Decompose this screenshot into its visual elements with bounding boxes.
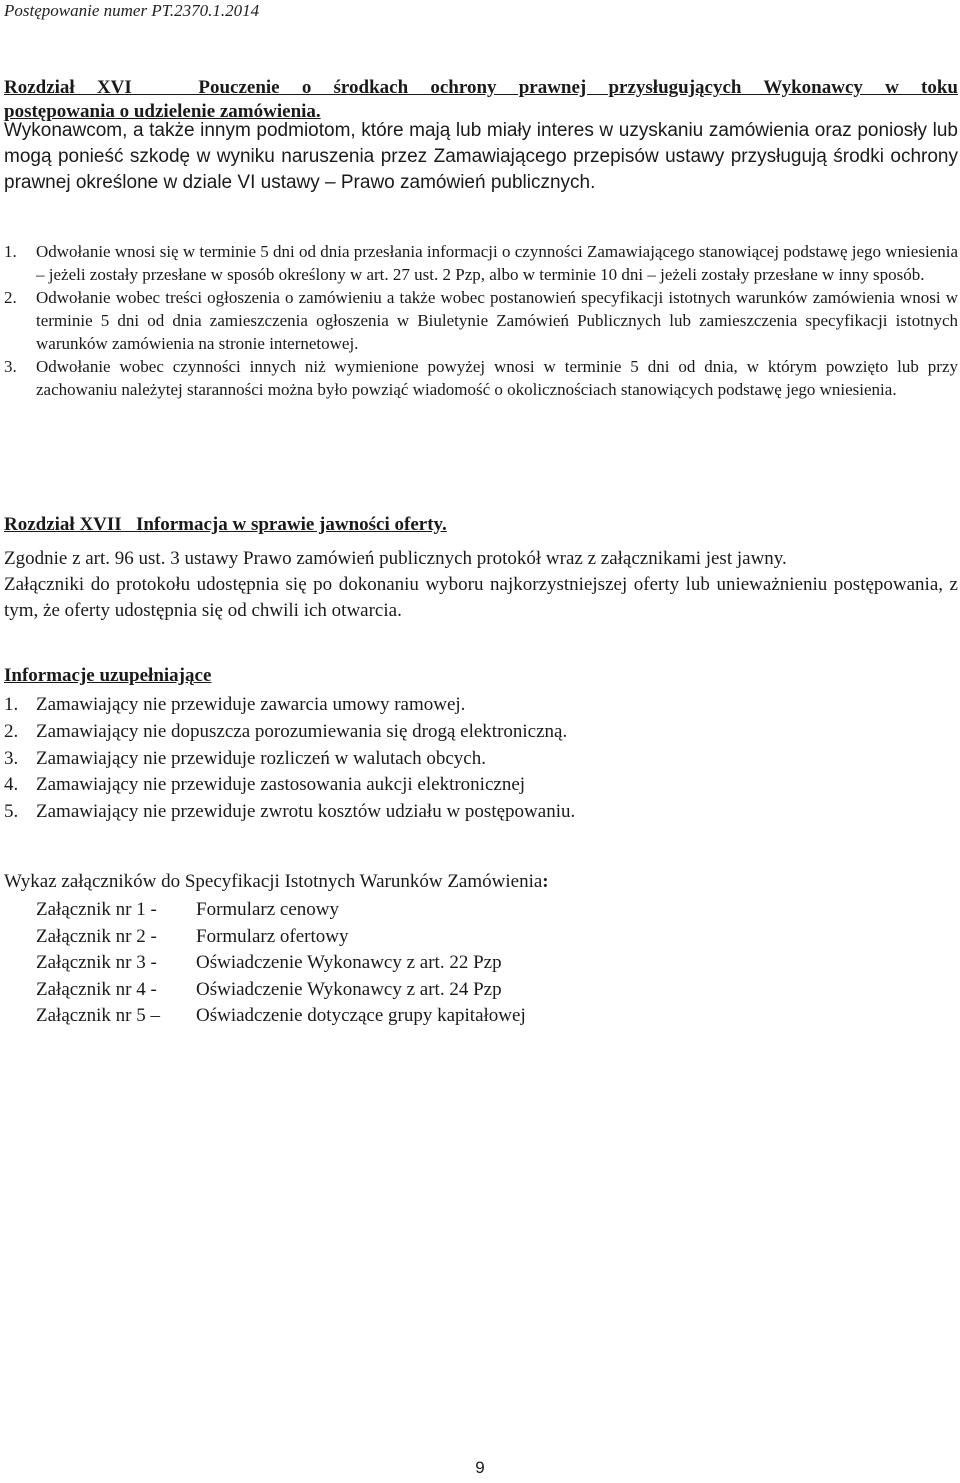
section-17-line1: Zgodnie z art. 96 ust. 3 ustawy Prawo zamówień publicznych protokół wraz z załącznikami jest jawny. xyxy=(4,548,787,569)
attachment-text: Oświadczenie Wykonawcy z art. 24 Pzp xyxy=(196,978,502,1000)
attachment-label: Załącznik nr 4 - xyxy=(36,978,157,1000)
list-item-text: Zamawiający nie przewiduje zwrotu kosztów udziału w postępowaniu. xyxy=(36,801,576,823)
list-item-text: Zamawiający nie przewiduje zawarcia umowy ramowej. xyxy=(36,694,466,715)
list-item-text: Odwołanie wnosi się w terminie 5 dni od dnia przesłania informacji o czynności Zamawiającego stanowiącej podstawę jego wniesienia – jeżeli zostały przesłane w sposób określony w art. 27 ust. 2 Pzp, albo w terminie 10 dni – jeżeli zostały przesłane w inny sposób. xyxy=(36,242,958,284)
attachment-text: Oświadczenie dotyczące grupy kapitałowej xyxy=(196,1005,526,1026)
list-item-text: Odwołanie wobec treści ogłoszenia o zamówieniu a także wobec postanowień specyfikacji istotnych warunków zamówienia wnosi w terminie 5 dni od dnia zamieszczenia ogłoszenia w Biuletynie Zamówień Publicznych lub zamieszczenia specyfikacji istotnych warunków zamówienia na stronie internetowej. xyxy=(36,288,958,353)
attachment-label: Załącznik nr 5 – xyxy=(36,1005,160,1026)
section-16-title-line2: postępowania o udzielenie zamówienia. xyxy=(4,101,321,122)
attachments-title-text: Wykaz załączników do Specyfikacji Istotnych Warunków Zamówienia xyxy=(4,871,543,892)
list-item xyxy=(4,286,958,355)
list-item xyxy=(4,772,575,799)
section-17-title: Rozdział XVII Informacja w sprawie jawności oferty. xyxy=(4,514,447,535)
attachment-label: Załącznik nr 3 - xyxy=(36,952,157,973)
info-list xyxy=(4,692,575,826)
list-item-number: 2. xyxy=(4,720,19,742)
attachment-text: Formularz ofertowy xyxy=(196,925,349,947)
list-item xyxy=(4,799,575,826)
attachment-item xyxy=(36,924,526,951)
attachment-label: Załącznik nr 2 - xyxy=(36,925,157,947)
list-item xyxy=(4,240,958,286)
attachment-text: Formularz cenowy xyxy=(196,899,339,920)
list-item-number: 1. xyxy=(4,242,17,261)
attachments-list xyxy=(36,897,526,1030)
attachment-item xyxy=(36,1003,526,1030)
attachment-label: Załącznik nr 1 - xyxy=(36,899,157,920)
section-16-paragraph: Wykonawcom, a także innym podmiotom, które mają lub miały interes w uzyskaniu zamówienia oraz poniosły lub mogą ponieść szkodę w wyniku naruszenia przez Zamawiającego przepisów ustawy przysługują środki ochrony prawnej określone w dziale VI ustawy – Prawo zamówień publicznych. xyxy=(4,120,958,193)
list-item-number: 3. xyxy=(4,747,19,769)
list-item xyxy=(4,719,575,746)
attachment-item xyxy=(36,897,526,924)
list-item-text: Zamawiający nie dopuszcza porozumiewania się drogą elektroniczną. xyxy=(36,720,568,742)
list-item-text: Zamawiający nie przewiduje zastosowania aukcji elektronicznej xyxy=(36,774,526,796)
list-item xyxy=(4,355,958,401)
list-item xyxy=(4,746,575,773)
list-item xyxy=(4,692,575,719)
attachment-item xyxy=(36,977,526,1004)
page-number: 9 xyxy=(475,1458,485,1477)
list-item-number: 2. xyxy=(4,288,17,307)
list-item-number: 3. xyxy=(4,357,17,376)
section-16-title xyxy=(4,76,958,124)
list-item-number: 1. xyxy=(4,694,19,715)
list-item-number: 5. xyxy=(4,801,19,823)
list-item-text: Zamawiający nie przewiduje rozliczeń w walutach obcych. xyxy=(36,747,486,769)
section-16-list xyxy=(4,240,958,401)
attachment-item xyxy=(36,950,526,977)
section-17-paragraph: Załączniki do protokołu udostępnia się po dokonaniu wyboru najkorzystniejszej oferty lub unieważnieniu postępowania, z tym, że oferty udostępnia się od chwili ich otwarcia. xyxy=(4,574,958,621)
section-16-title-line1: Rozdział XVI Pouczenie o środkach ochrony prawnej przysługujących Wykonawcy w toku xyxy=(4,77,958,98)
section-17-body xyxy=(4,546,958,624)
attachment-text: Oświadczenie Wykonawcy z art. 22 Pzp xyxy=(196,952,502,973)
attachments-title-colon: : xyxy=(542,871,549,892)
list-item-text: Odwołanie wobec czynności innych niż wymienione powyżej wnosi w terminie 5 dni od dnia, w którym powzięto lub przy zachowaniu należytej staranności można było powziąć wiadomość o okolicznościach stanowiących podstawę jego wniesienia. xyxy=(36,357,958,399)
info-title: Informacje uzupełniające xyxy=(4,665,212,686)
list-item-number: 4. xyxy=(4,774,19,796)
attachments-title xyxy=(4,870,958,894)
page-header: Postępowanie numer PT.2370.1.2014 xyxy=(4,1,260,20)
